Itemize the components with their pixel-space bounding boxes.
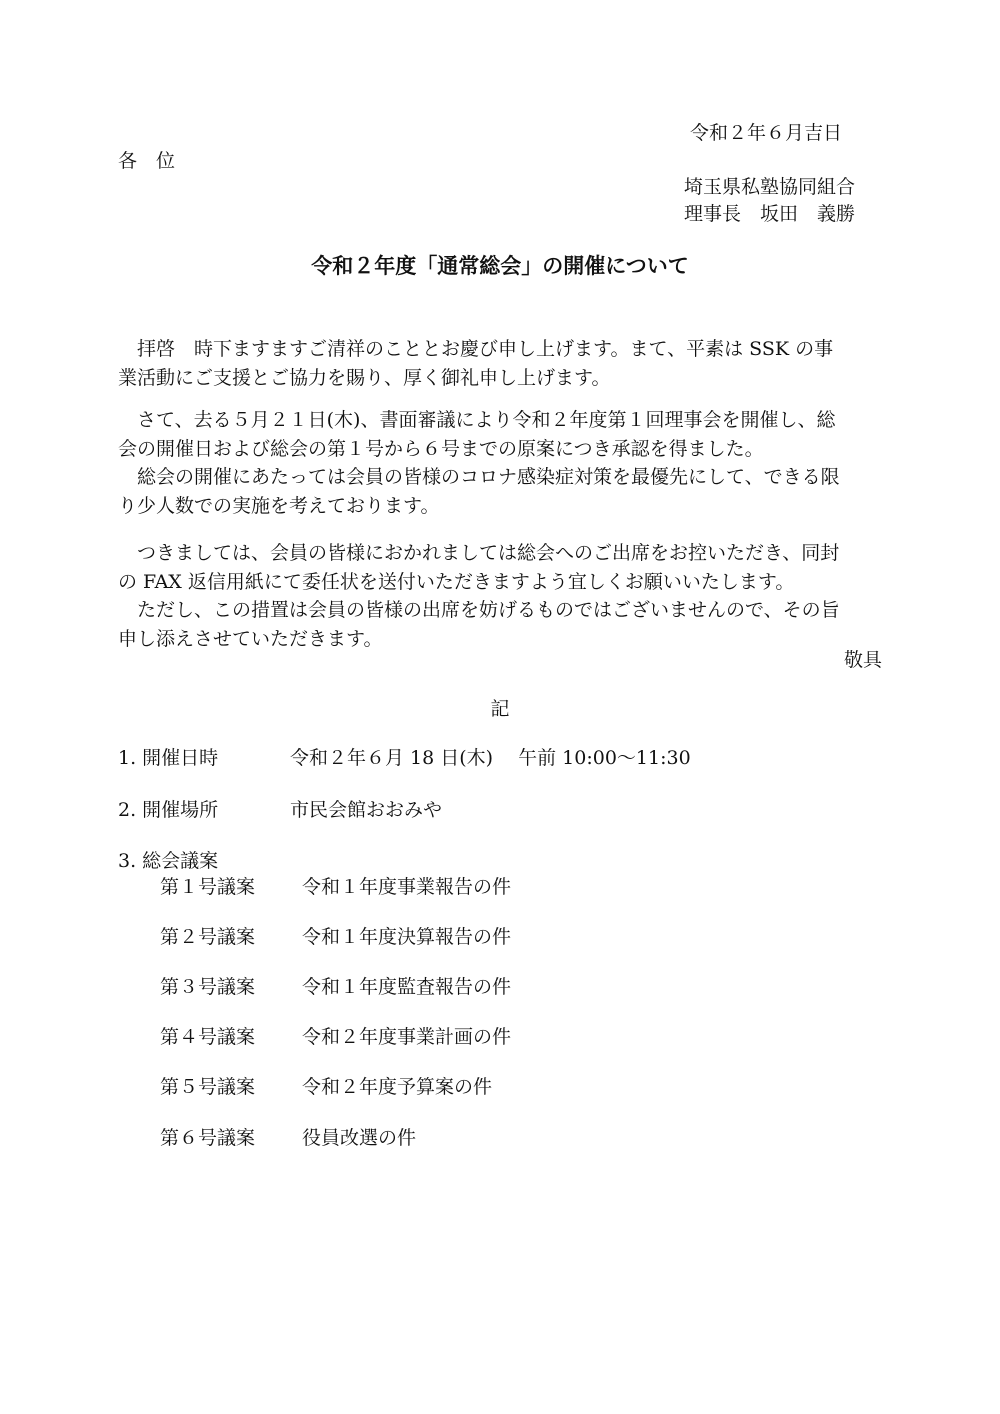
paragraph-board-meeting bbox=[118, 406, 888, 520]
agenda-item-label: 第５号議案 bbox=[160, 1076, 256, 1098]
item-datetime-value: 令和２年６月 18 日(木) 午前 10:00～11:30 bbox=[290, 747, 691, 769]
paragraph-greeting bbox=[118, 335, 888, 392]
agenda-item-label: 第６号議案 bbox=[160, 1127, 256, 1149]
paragraph-line: さて、去る５月２１日(木)、書面審議により令和２年度第１回理事会を開催し、総 bbox=[118, 409, 836, 431]
paragraph-line: つきましては、会員の皆様におかれましては総会へのご出席をお控いただき、同封 bbox=[118, 542, 840, 564]
closing-remark: 敬具 bbox=[843, 649, 882, 671]
addressee: 各 位 bbox=[118, 150, 176, 172]
paragraph-line: ただし、この措置は会員の皆様の出席を妨げるものではございませんので、その旨 bbox=[118, 599, 840, 621]
paragraph-line: 会の開催日および総会の第１号から６号までの原案につき承認を得ました。 bbox=[118, 437, 764, 460]
paragraph-proxy-request bbox=[118, 539, 888, 653]
paragraph-line: 総会の開催にあたっては会員の皆様のコロナ感染症対策を最優先にして、できる限 bbox=[118, 466, 840, 488]
document-title: 令和２年度「通常総会」の開催について bbox=[311, 254, 689, 278]
paragraph-line: の FAX 返信用紙にて委任状を送付いただきますよう宜しくお願いいたします。 bbox=[118, 570, 795, 593]
paragraph-line: 申し添えさせていただきます。 bbox=[118, 627, 383, 650]
agenda-item-value: 役員改選の件 bbox=[302, 1127, 417, 1149]
sender-chairman: 理事長 坂田 義勝 bbox=[684, 203, 856, 225]
agenda-item-value: 令和１年度監査報告の件 bbox=[302, 976, 512, 998]
ki-heading: 記 bbox=[490, 698, 510, 720]
paragraph-line: り少人数での実施を考えております。 bbox=[118, 494, 440, 517]
item-agenda-label: 3. 総会議案 bbox=[118, 850, 219, 872]
agenda-item-label: 第２号議案 bbox=[160, 926, 256, 948]
item-venue-value: 市民会館おおみや bbox=[290, 799, 443, 821]
paragraph-line: 業活動にご支援とご協力を賜り、厚く御礼申し上げます。 bbox=[118, 366, 611, 389]
agenda-item-value: 令和２年度予算案の件 bbox=[302, 1076, 493, 1098]
agenda-item-label: 第４号議案 bbox=[160, 1026, 256, 1048]
agenda-item-label: 第１号議案 bbox=[160, 876, 256, 898]
issue-date: 令和２年６月吉日 bbox=[690, 122, 843, 144]
agenda-item-value: 令和１年度決算報告の件 bbox=[302, 926, 512, 948]
item-venue-label: 2. 開催場所 bbox=[118, 799, 219, 821]
agenda-item-value: 令和１年度事業報告の件 bbox=[302, 876, 512, 898]
item-datetime-label: 1. 開催日時 bbox=[118, 747, 219, 769]
agenda-item-value: 令和２年度事業計画の件 bbox=[302, 1026, 512, 1048]
paragraph-line: 拝啓 時下ますますご清祥のこととお慶び申し上げます。まて、平素は SSK の事 bbox=[118, 338, 834, 360]
sender-organization: 埼玉県私塾協同組合 bbox=[684, 176, 856, 198]
agenda-item-label: 第３号議案 bbox=[160, 976, 256, 998]
